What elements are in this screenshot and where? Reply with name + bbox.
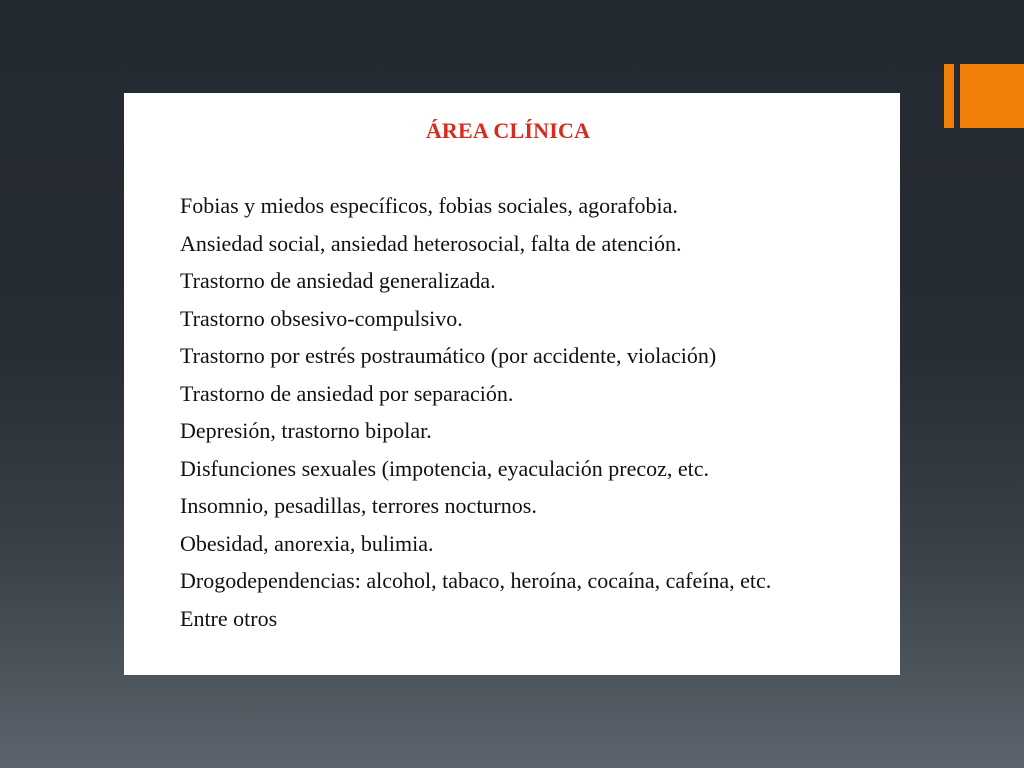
- list-item: Drogodependencias: alcohol, tabaco, heroína, cocaína, cafeína, etc.: [180, 568, 772, 593]
- clinical-area-list: [180, 192, 860, 642]
- list-item: Trastorno de ansiedad generalizada.: [180, 268, 496, 293]
- list-item: Trastorno de ansiedad por separación.: [180, 380, 514, 406]
- list-item: Ansiedad social, ansiedad heterosocial, falta de atención.: [180, 230, 682, 256]
- list-item: Entre otros: [180, 605, 278, 631]
- list-item: Depresión, trastorno bipolar.: [180, 418, 432, 443]
- list-item: Trastorno obsesivo-compulsivo.: [180, 305, 463, 331]
- list-item: Fobias y miedos específicos, fobias sociales, agorafobia.: [180, 193, 678, 218]
- list-item: Obesidad, anorexia, bulimia.: [180, 530, 434, 556]
- slide-title: ÁREA CLÍNICA: [425, 118, 591, 143]
- list-item: Trastorno por estrés postraumático (por accidente, violación): [180, 343, 717, 368]
- list-item: Disfunciones sexuales (impotencia, eyaculación precoz, etc.: [180, 455, 709, 481]
- list-item: Insomnio, pesadillas, terrores nocturnos.: [180, 493, 537, 518]
